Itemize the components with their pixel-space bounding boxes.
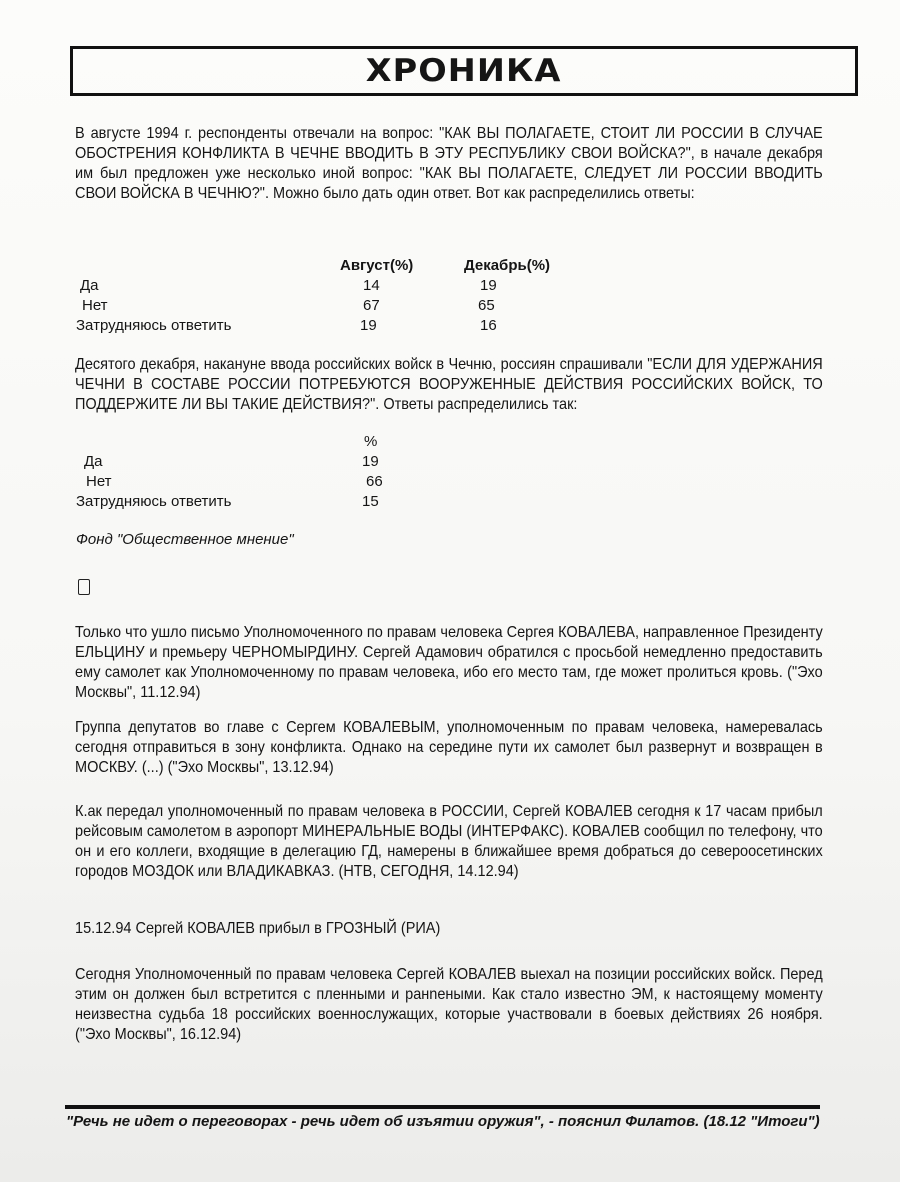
december-value: 65 [478,297,495,314]
table-header-row [78,256,598,276]
news-item: Сегодня Уполномоченный по правам человека Сергей КОВАЛЕВ выехал на позиции российских войск. Перед этим он должен был встретится с пленными и ранneными. Как стало известно ЭМ, к настоящему моменту неизвестна судьба 18 российских военнослужащих, которые участвовали в боевых действиях 26 ноября. ("Эхо Москвы", 16.12.94) [75,966,823,1043]
news-item: 15.12.94 Сергей КОВАЛЕВ прибыл в ГРОЗНЫЙ (РИА) [75,920,441,937]
table-row [78,492,478,512]
title-box [70,46,858,96]
august-value: 14 [363,277,380,294]
august-value: 19 [360,317,377,334]
footer-quote: "Речь не идет о переговорах - речь идет об изъятии оружия", - пояснил Филатов. (18.12 "Итоги") [66,1113,820,1130]
survey2-table [78,432,478,512]
december-value: 16 [480,317,497,334]
survey2-intro: Десятого декабря, накануне ввода российских войск в Чечню, россиян спрашивали "ЕСЛИ ДЛЯ УДЕРЖАНИЯ ЧЕЧНИ В СОСТАВЕ РОССИИ ПОТРЕБУЮТСЯ ВООРУЖЕННЫЕ ДЕЙСТВИЯ РОССИЙСКИХ ВОЙСК, ТО ПОДДЕРЖИТЕ ЛИ ВЫ ТАКИЕ ДЕЙСТВИЯ?". Ответы распределились так: [75,356,823,413]
survey1-table [78,256,598,336]
row-label: Затрудняюсь ответить [76,493,232,510]
page-title: ХРОНИКА [366,53,562,89]
divider [65,1105,820,1109]
survey1-intro: В августе 1994 г. респонденты отвечали на вопрос: "КАК ВЫ ПОЛАГАЕТЕ, СТОИТ ЛИ РОССИИ В СЛУЧАЕ ОБОСТРЕНИЯ КОНФЛИКТА В ЧЕЧНЕ ВВОДИТЬ В ЭТУ РЕСПУБЛИКУ СВОИ ВОЙСКА?", в начале декабря им был предложен уже несколько иной вопрос: "КАК ВЫ ПОЛАГАЕТЕ, СЛЕДУЕТ ЛИ РОССИИ ВВОДИТЬ СВОИ ВОЙСКА В ЧЕЧНЮ?". Можно было дать один ответ. Вот как распределились ответы: [75,125,823,202]
news-item: Только что ушло письмо Уполномоченного по правам человека Сергея КОВАЛЕВА, направленное Президенту ЕЛЬЦИНУ и премьеру ЧЕРНОМЫРДИНУ. Сергей Адамович обратился с просьбой немедленно предоставить ему самолет как Уполномоченному по правам человека, ибо его место там, где может пролиться кровь. ("Эхо Москвы", 11.12.94) [75,624,823,701]
column-header-december: Декабрь(%) [464,257,551,274]
news-item: Группа депутатов во главе с Сергем КОВАЛЕВЫМ, уполномоченным по правам человека, намеревалась сегодня отправиться в зону конфликта. Однако на середине пути их самолет был развернут и возвращен в МОСКВУ. (...) ("Эхо Москвы", 13.12.94) [75,719,823,776]
table-row [78,472,478,492]
table-row [78,452,478,472]
row-value: 66 [366,473,383,490]
row-value: 19 [362,453,379,470]
table-row [78,276,598,296]
table-header-row [78,432,478,452]
empty-box-icon [78,579,90,595]
table-row [78,316,598,336]
column-header-august: Август(%) [340,257,414,274]
table-row [78,296,598,316]
row-label: Да [80,277,99,294]
august-value: 67 [363,297,380,314]
december-value: 19 [480,277,497,294]
row-label: Нет [82,297,108,314]
row-value: 15 [362,493,379,510]
column-header-percent: % [364,433,378,450]
row-label: Затрудняюсь ответить [76,317,232,334]
source-attribution: Фонд "Общественное мнение" [76,531,294,548]
row-label: Да [84,453,103,470]
row-label: Нет [86,473,112,490]
news-item: К.ак передал уполномоченный по правам человека в РОССИИ, Сергей КОВАЛЕВ сегодня к 17 часам прибыл рейсовым самолетом в аэропорт МИНЕРАЛЬНЫЕ ВОДЫ (ИНТЕРФАКС). КОВАЛЕВ сообщил по телефону, что он и его коллеги, входящие в делегацию ГД, намерены в ближайшее время добраться до североосетинских городов МОЗДОК или ВЛАДИКАВКАЗ. (НТВ, СЕГОДНЯ, 14.12.94) [75,803,823,880]
